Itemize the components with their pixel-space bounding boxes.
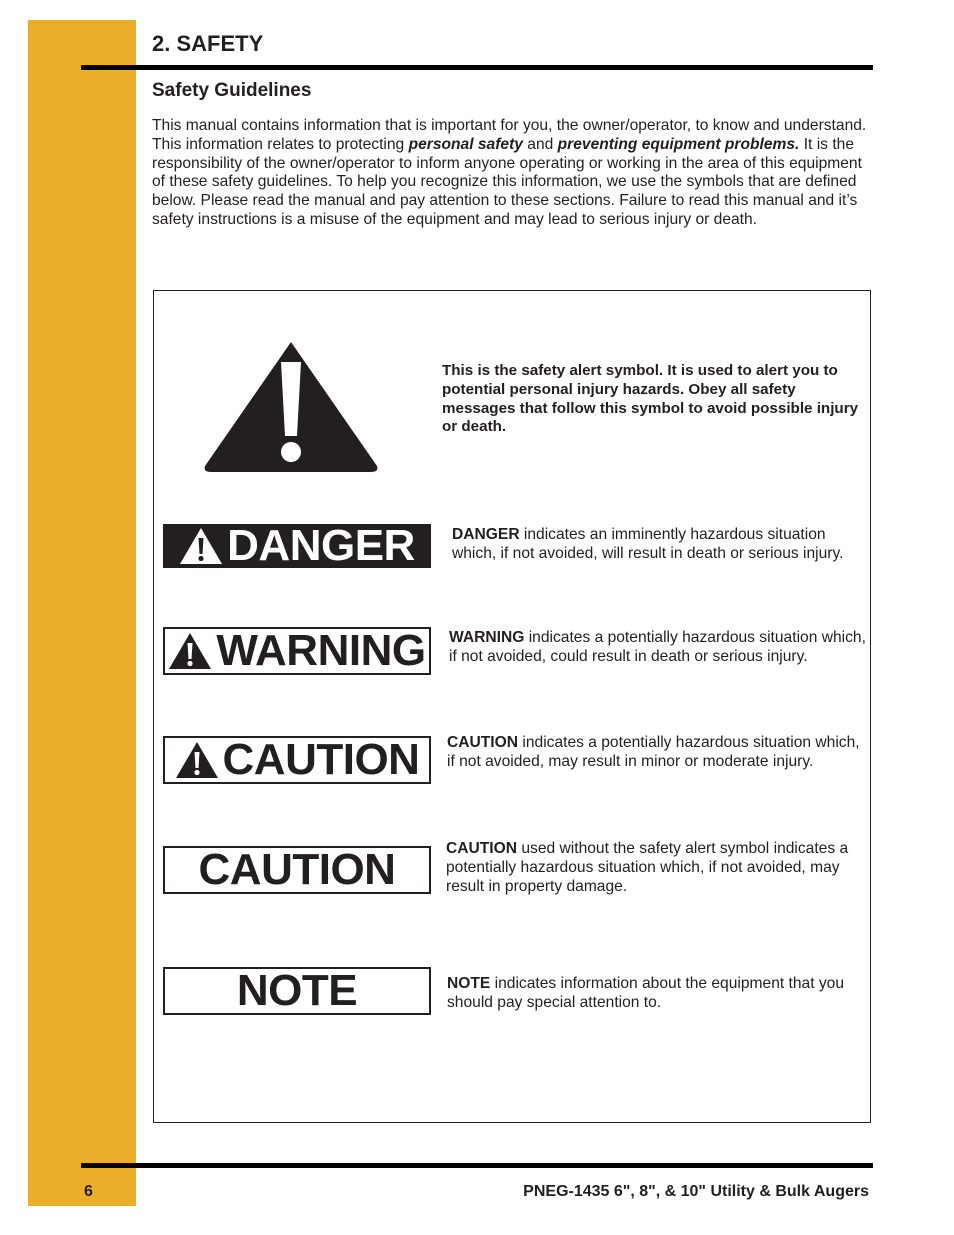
note-label-text: NOTE [236,966,358,1015]
danger-description-text: indicates an imminently hazardous situation which, if not avoided, will result in death or serious injury. [452,526,844,562]
warning-description-text: indicates a potentially hazardous situation which, if not avoided, could result in death or serious injury. [449,629,866,665]
note-label [163,967,431,1015]
caution-description-text: indicates a potentially hazardous situation which, if not avoided, may result in minor or moderate injury. [447,734,860,770]
danger-label [163,521,431,570]
alert-symbol-description: This is the safety alert symbol. It is used to alert you to potential personal injury hazards. Obey all safety messages that follow this symbol to avoid possible injury or death. [442,362,859,436]
footer-document-title: PNEG-1435 6", 8", & 10" Utility & Bulk Augers [523,1183,869,1200]
caution-with-symbol-description [447,734,867,772]
page-subtitle: Safety Guidelines [152,80,312,101]
footer-rule [81,1163,873,1168]
warning-label-text: WARNING [216,626,426,675]
alert-triangle-icon [168,631,212,671]
page-number: 6 [84,1183,93,1200]
header-rule [81,65,873,70]
note-term: NOTE [447,975,491,992]
danger-term: DANGER [452,526,520,543]
caution-no-symbol-term: CAUTION [446,840,518,857]
caution-no-symbol-label [163,846,431,894]
danger-description [452,526,870,564]
caution-label-text: CAUTION [222,735,420,784]
intro-emphasis-2: preventing equipment problems. [557,135,800,153]
intro-text-1: This manual contains information that is important for you, the owner/operator, to know and understand. This information relates to protecting [152,117,867,153]
warning-description [449,629,869,667]
intro-paragraph [152,117,874,230]
section-title: 2. SAFETY [152,31,264,56]
safety-alert-triangle-icon [203,340,379,474]
sidebar-color-band [28,20,136,1206]
alert-triangle-icon [179,526,223,566]
warning-label [163,627,431,675]
caution-with-symbol-label [163,736,431,784]
caution-no-symbol-description [446,840,870,896]
caution-no-symbol-description-text: used without the safety alert symbol indicates a potentially hazardous situation which, if not avoided, may result in property damage. [446,840,849,895]
note-description [447,975,867,1013]
intro-emphasis-1: personal safety [408,135,523,153]
intro-text-3: It is the responsibility of the owner/operator to inform anyone operating or working in the area of this equipment of these safety guidelines. To help you recognize this information, we use the symbols that are defined below. Please read the manual and pay attention to these sections. Failure to read this manual and it’s safety instructions is a misuse of the equipment and may lead to serious injury or death. [152,135,862,228]
danger-label-text: DANGER [227,521,415,570]
caution-no-symbol-label-text: CAUTION [198,845,396,894]
warning-term: WARNING [449,629,525,646]
intro-text-2: and [522,135,558,153]
note-description-text: indicates information about the equipment that you should pay special attention to. [447,975,845,1011]
caution-term: CAUTION [447,734,519,751]
alert-triangle-icon [175,740,219,780]
